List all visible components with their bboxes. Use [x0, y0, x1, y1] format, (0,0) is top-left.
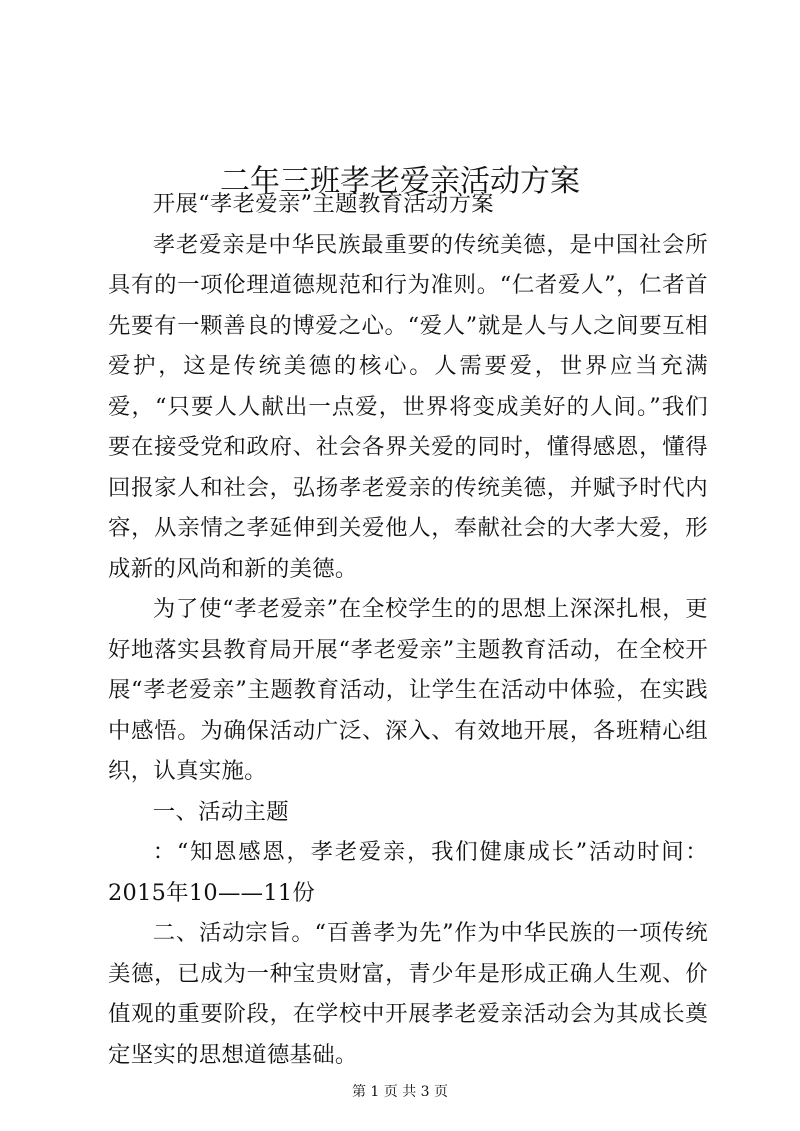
paragraph-theme-and-time: ：“知恩感恩，孝老爱亲，我们健康成长”活动时间：2015年10——11份	[108, 839, 708, 906]
paragraph-aim: 二、活动宗旨。“百善孝为先”作为中华民族的一项传统美德，已成为一种宝贵财富，青少年是形成正确人生观、价值观的重要阶段，在学校中开展孝老爱亲活动会为其成长奠定坚实的思想道德基础。	[108, 920, 708, 1068]
section-heading-theme: 一、活动主题	[152, 798, 289, 825]
document-body	[108, 184, 708, 1075]
paragraph-subtitle: 开展“孝老爱亲”主题教育活动方案	[152, 191, 494, 217]
paragraph-purpose: 为了使“孝老爱亲”在全校学生的的思想上深深扎根，更好地落实县教育局开展“孝老爱亲”主题教育活动，在全校开展“孝老爱亲”主题教育活动，让学生在活动中体验，在实践中感悟。为确保活动广泛、深入、有效地开展，各班精心组织，认真实施。	[108, 596, 708, 784]
paragraph-introduction: 孝老爱亲是中华民族最重要的传统美德，是中国社会所具有的一项伦理道德规范和行为准则。“仁者爱人”，仁者首先要有一颗善良的博爱之心。“爱人”就是人与人之间要互相爱护，这是传统美德的核心。人需要爱，世界应当充满爱，“只要人人献出一点爱，世界将变成美好的人间。”我们要在接受党和政府、社会各界关爱的同时，懂得感恩，懂得回报家人和社会，弘扬孝老爱亲的传统美德，并赋予时代内容，从亲情之孝延伸到关爱他人，奉献社会的大孝大爱，形成新的风尚和新的美德。	[108, 231, 708, 582]
document-title: 二年三班孝老爱亲活动方案	[220, 164, 580, 200]
page-footer: 第 1 页 共 3 页	[351, 1084, 449, 1100]
